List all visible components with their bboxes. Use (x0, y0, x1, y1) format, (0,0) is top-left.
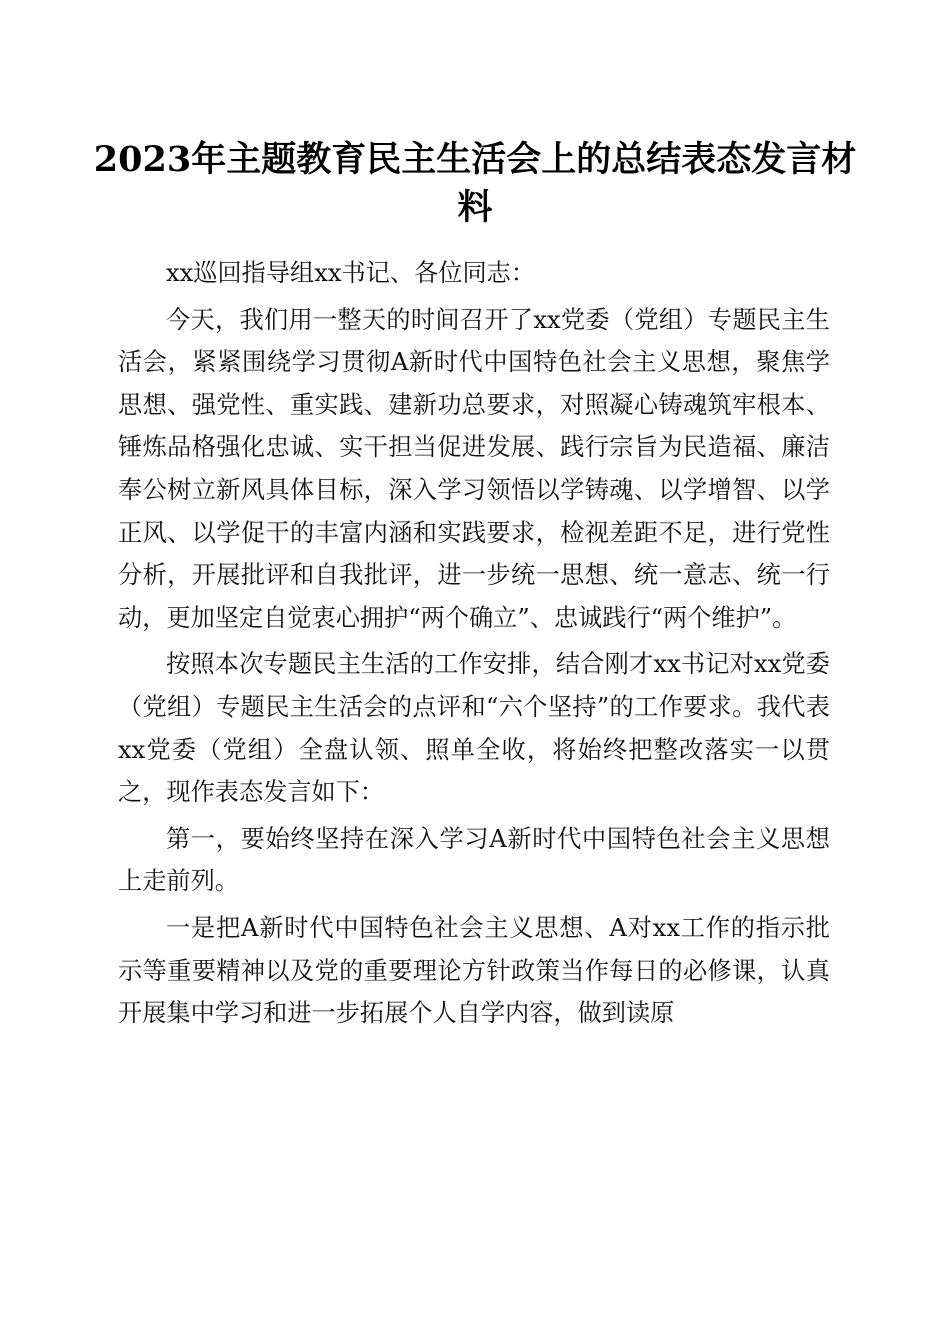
document-body (118, 252, 830, 1039)
document-title: 2023年主题教育民主生活会上的总结表态发言材料 (93, 139, 857, 228)
salutation-paragraph: xx巡回指导组xx书记、各位同志： (166, 259, 536, 287)
first-point-heading: 第一，要始终坚持在深入学习A新时代中国特色社会主义思想上走前列。 (118, 824, 830, 896)
arrangement-paragraph: 按照本次专题民主生活的工作安排，结合刚才xx书记对xx党委（党组）专题民主生活会的点评和“六个坚持”的工作要求。我代表xx党委（党组）全盘认领、照单全收，将始终把整改落实一以贯之，现作表态发言如下： (118, 650, 830, 807)
opening-paragraph: 今天，我们用一整天的时间召开了xx党委（党组）专题民主生活会，紧紧围绕学习贯彻A新时代中国特色社会主义思想，聚焦学思想、强党性、重实践、建新功总要求，对照凝心铸魂筑牢根本、锤炼品格强化忠诚、实干担当促进发展、践行宗旨为民造福、廉洁奉公树立新风具体目标，深入学习领悟以学铸魂、以学增智、以学正风、以学促干的丰富内涵和实践要求，检视差距不足，进行党性分析，开展批评和自我批评，进一步统一思想、统一意志、统一行动，更加坚定自觉衷心拥护“两个确立”、忠诚践行“两个维护”。 (118, 305, 830, 632)
first-point-detail: 一是把A新时代中国特色社会主义思想、A对xx工作的指示批示等重要精神以及党的重要理论方针政策当作每日的必修课，认真开展集中学习和进一步拓展个人自学内容，做到读原 (118, 913, 830, 1028)
